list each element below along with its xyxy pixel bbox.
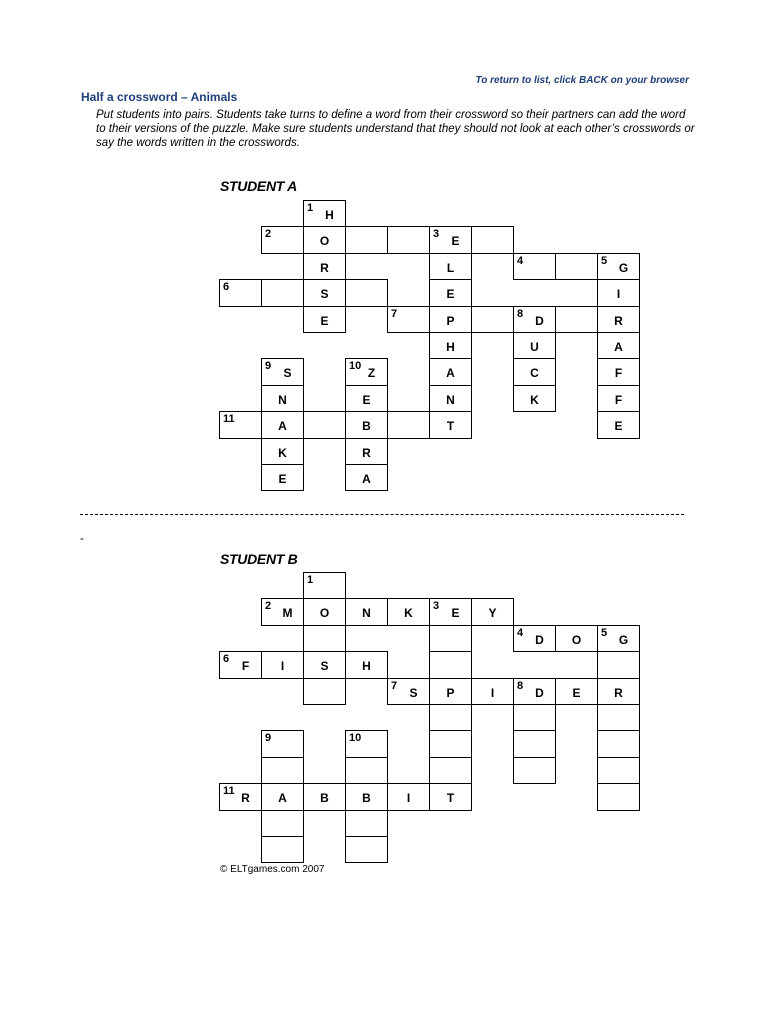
student-b-crossword-cell[interactable] (261, 598, 304, 625)
cell-letter: R (614, 313, 623, 328)
student-b-crossword-cell[interactable] (597, 783, 640, 810)
clue-number: 8 (517, 679, 524, 692)
cell-letter: E (572, 685, 581, 700)
student-b-crossword-cell[interactable] (303, 572, 346, 599)
copyright-notice: © ELTgames.com 2007 (220, 864, 325, 875)
clue-number: 4 (517, 254, 524, 267)
clue-number: 2 (265, 600, 272, 613)
cell-letter: P (446, 685, 455, 700)
cell-letter: R (614, 685, 623, 700)
student-b-crossword-cell[interactable] (597, 678, 640, 705)
cell-letter: K (530, 392, 539, 407)
cell-letter: A (278, 791, 287, 806)
clue-number: 4 (517, 626, 524, 639)
student-b-crossword-cell[interactable] (345, 730, 388, 757)
clue-number: 10 (349, 360, 362, 373)
student-b-crossword-cell[interactable] (303, 598, 346, 625)
student-a-heading: STUDENT A (220, 178, 297, 194)
student-b-crossword-cell[interactable] (429, 651, 472, 678)
student-b-crossword-cell[interactable] (597, 704, 640, 731)
cell-letter: H (362, 659, 371, 674)
cell-letter: S (320, 287, 329, 302)
student-b-crossword-cell[interactable] (471, 678, 514, 705)
student-b-crossword-cell[interactable] (303, 651, 346, 678)
cell-letter: I (616, 287, 621, 302)
cell-letter: R (241, 791, 250, 806)
cell-letter: B (362, 419, 371, 434)
clue-number: 7 (391, 679, 398, 692)
student-b-crossword-cell[interactable] (597, 730, 640, 757)
cell-letter: E (451, 606, 460, 621)
student-b-crossword-cell[interactable] (261, 730, 304, 757)
student-b-crossword-cell[interactable] (345, 651, 388, 678)
student-b-crossword-cell[interactable] (303, 625, 346, 652)
student-b-crossword-cell[interactable] (261, 783, 304, 810)
clue-number: 5 (601, 254, 608, 267)
cell-letter: D (535, 632, 544, 647)
cell-letter: F (614, 392, 623, 407)
divider-stub: - (80, 531, 84, 545)
cell-letter: M (282, 606, 293, 621)
student-b-crossword-cell[interactable] (261, 810, 304, 837)
student-b-crossword-cell[interactable] (513, 757, 556, 784)
cell-letter: E (278, 472, 287, 486)
cell-letter: O (571, 632, 582, 647)
student-b-crossword-cell[interactable] (429, 598, 472, 625)
student-b-crossword-cell[interactable] (219, 783, 262, 810)
student-b-crossword-cell[interactable] (513, 625, 556, 652)
cell-letter: K (404, 606, 413, 621)
page-title: Half a crossword – Animals (81, 90, 238, 104)
student-b-crossword-cell[interactable] (597, 651, 640, 678)
student-b-heading: STUDENT B (220, 551, 298, 567)
student-b-crossword-cell[interactable] (261, 757, 304, 784)
clue-number: 2 (265, 228, 272, 241)
student-b-crossword-cell[interactable] (429, 757, 472, 784)
cell-letter: S (283, 366, 292, 381)
student-b-crossword-cell[interactable] (345, 598, 388, 625)
cell-letter: I (280, 659, 285, 674)
student-b-crossword-cell[interactable] (303, 783, 346, 810)
clue-number: 5 (601, 626, 608, 639)
student-b-crossword-cell[interactable] (219, 651, 262, 678)
student-b-crossword-cell[interactable] (513, 704, 556, 731)
cell-letter: F (241, 659, 250, 674)
student-b-crossword-cell[interactable] (261, 651, 304, 678)
cell-letter: I (490, 685, 495, 700)
clue-number: 7 (391, 307, 398, 320)
student-b-crossword-cell[interactable] (555, 625, 598, 652)
student-b-crossword-cell[interactable] (597, 757, 640, 784)
student-b-crossword-cell[interactable] (555, 678, 598, 705)
clue-number: 11 (223, 413, 235, 426)
cell-letter: A (446, 366, 455, 381)
clue-number: 3 (433, 600, 440, 613)
cell-letter: Y (488, 606, 497, 621)
student-b-crossword-cell[interactable] (513, 730, 556, 757)
clue-number: 1 (307, 202, 314, 214)
cell-letter: S (320, 659, 329, 674)
cell-letter: F (614, 366, 623, 381)
cell-letter: B (362, 791, 371, 806)
cell-letter: P (446, 313, 455, 328)
cell-letter: K (278, 445, 287, 460)
student-b-crossword-cell[interactable] (429, 704, 472, 731)
clue-number: 9 (265, 360, 272, 373)
cell-letter: E (451, 234, 460, 249)
student-b-crossword-cell[interactable] (429, 678, 472, 705)
cell-letter: G (618, 260, 629, 275)
cell-letter: E (320, 313, 329, 328)
cell-letter: O (319, 234, 330, 249)
student-b-crossword-cell[interactable] (387, 678, 430, 705)
cell-letter: E (614, 419, 623, 434)
return-link[interactable]: To return to list, click BACK on your browser (475, 75, 689, 86)
cell-letter: G (618, 632, 629, 647)
clue-number: 3 (433, 228, 440, 241)
cell-letter: A (278, 419, 287, 434)
clue-number: 6 (223, 653, 230, 666)
cell-letter: N (362, 606, 371, 621)
student-b-crossword-cell[interactable] (345, 757, 388, 784)
cell-letter: C (530, 366, 539, 381)
student-b-crossword-cell[interactable] (387, 783, 430, 810)
cell-letter: D (535, 685, 544, 700)
cell-letter: N (446, 392, 455, 407)
cell-letter: E (446, 287, 455, 302)
cell-letter: T (446, 791, 455, 806)
student-b-crossword-cell[interactable] (429, 730, 472, 757)
cell-letter: A (614, 340, 623, 354)
student-b-crossword-cell[interactable] (303, 678, 346, 705)
clue-number: 6 (223, 281, 230, 294)
cell-letter: I (406, 791, 411, 806)
student-b-crossword-cell[interactable] (345, 810, 388, 837)
cell-letter: Z (367, 366, 376, 381)
cell-letter: T (446, 419, 455, 434)
cell-letter: E (362, 392, 371, 407)
clue-number: 11 (223, 785, 235, 798)
cell-letter: O (319, 606, 330, 621)
student-b-crossword-cell[interactable] (261, 836, 304, 863)
clue-number: 8 (517, 307, 524, 320)
student-b-crossword-cell[interactable] (471, 598, 514, 625)
instructions-text: Put students into pairs. Students take turns to define a word from their crossword so their partners can add the word to their versions of the puzzle. Make sure students understand that they should not look at each other’s crosswords or say the words written in the crosswords. (96, 109, 695, 149)
clue-number: 10 (349, 732, 362, 745)
student-b-crossword-cell[interactable] (429, 783, 472, 810)
student-b-crossword-cell[interactable] (513, 678, 556, 705)
cell-letter: S (409, 685, 418, 700)
cell-letter: D (535, 313, 544, 328)
student-b-crossword-cell[interactable] (387, 598, 430, 625)
cell-letter: H (325, 208, 334, 222)
student-b-crossword-cell[interactable] (429, 625, 472, 652)
student-b-crossword-cell[interactable] (597, 625, 640, 652)
cell-letter: B (320, 791, 329, 806)
student-b-crossword-cell[interactable] (345, 836, 388, 863)
cell-letter: R (320, 260, 329, 275)
cell-letter: A (362, 472, 371, 486)
cell-letter: R (362, 445, 371, 460)
cell-letter: L (446, 260, 455, 275)
clue-number: 1 (307, 574, 314, 586)
cell-letter: H (446, 340, 455, 354)
student-b-crossword-cell[interactable] (345, 783, 388, 810)
cell-letter: U (530, 340, 539, 354)
cell-letter: N (278, 392, 287, 407)
clue-number: 9 (265, 732, 272, 745)
